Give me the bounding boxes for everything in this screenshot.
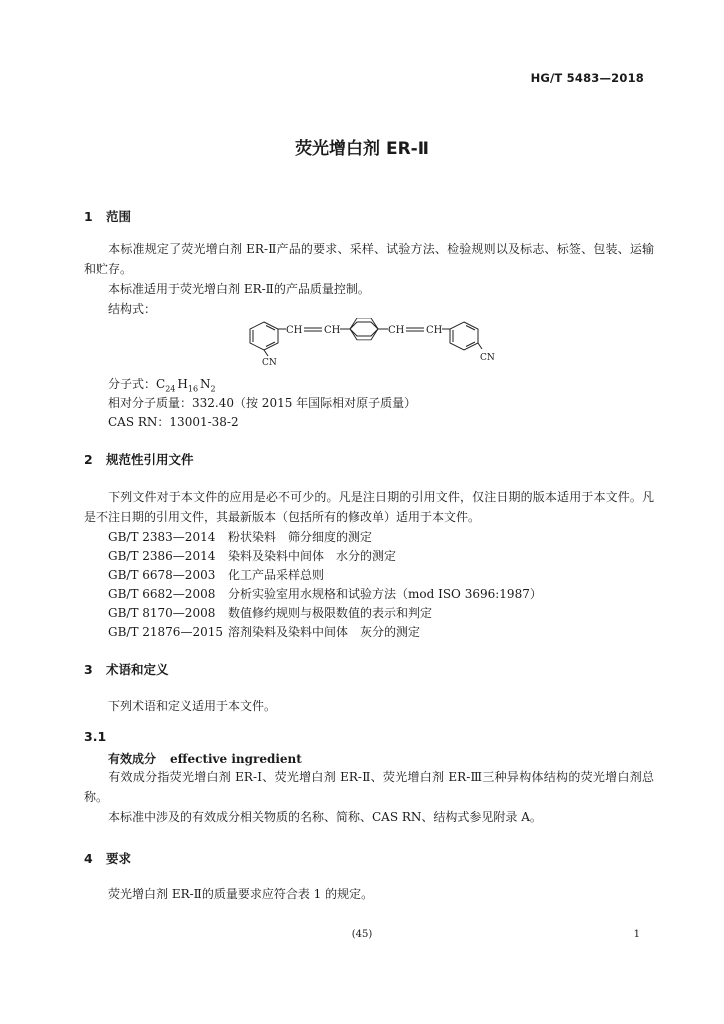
reference-item: GB/T 6678—2003 化工产品采样总则 [108, 568, 325, 582]
reference-item: GB/T 21876—2015 溶剂染料及染料中间体 灰分的测定 [108, 625, 421, 639]
section-4-heading: 4 要求 [84, 851, 132, 866]
term-note: 本标准中涉及的有效成分相关物质的名称、简称、CAS RN、结构式参见附录 A。 [108, 810, 542, 824]
scope-paragraph-1: 本标准规定了荧光增白剂 ER-Ⅱ产品的要求、采样、试验方法、检验规则以及标志、标签、包装、运输和贮存。 [84, 242, 654, 276]
reference-item: GB/T 6682—2008 分析实验室用水规格和试验方法（mod ISO 3696:1987） [108, 587, 542, 601]
ch-group-3: CH [388, 325, 405, 336]
cyano-group-left: CN [262, 358, 277, 366]
standard-code: HG/T 5483—2018 [530, 71, 644, 85]
section-1-heading [84, 207, 131, 225]
structure-label: 结构式： [108, 302, 157, 316]
reference-item: GB/T 2383—2014 粉状染料 筛分细度的测定 [108, 530, 373, 544]
reference-item: GB/T 8170—2008 数值修约规则与极限数值的表示和判定 [108, 606, 433, 620]
structural-formula [240, 318, 500, 366]
section-title: 范围 [106, 209, 132, 224]
term-chinese: 有效成分 [108, 752, 157, 766]
section-2-heading: 2 规范性引用文件 [84, 452, 194, 467]
section-number: 1 [84, 209, 93, 224]
cyano-group-right: CN [480, 353, 495, 363]
requirements-paragraph: 荧光增白剂 ER-Ⅱ的质量要求应符合表 1 的规定。 [108, 887, 374, 901]
page-mark: (45) [351, 929, 373, 940]
term-entry [108, 750, 302, 767]
molecular-formula: 分子式：$C_{24}$ $H_{16}$ $N_2$ [108, 377, 216, 394]
references-intro: 下列文件对于本文件的应用是必不可少的。凡是注日期的引用文件，仅注日期的版本适用于本文件。凡是不注日期的引用文件，其最新版本（包括所有的修改单）适用于本文件。 [84, 490, 654, 524]
scope-paragraph-2: 本标准适用于荧光增白剂 ER-Ⅱ的产品质量控制。 [108, 282, 370, 296]
term-definition: 有效成分指荧光增白剂 ER-Ⅰ、荧光增白剂 ER-Ⅱ、荧光增白剂 ER-Ⅲ三种异构体结构的荧光增白剂总称。 [84, 770, 654, 804]
term-english: effective ingredient [170, 752, 302, 766]
document-title: 荧光增白剂 ER-Ⅱ [295, 139, 429, 159]
page-number: 1 [633, 929, 640, 940]
ch-group-1: CH [286, 325, 303, 336]
cas-number: CAS RN：13001-38-2 [108, 415, 239, 429]
benzene-ring-right [450, 322, 478, 350]
terms-intro: 下列术语和定义适用于本文件。 [108, 699, 277, 713]
subsection-3-1: 3.1 [84, 729, 107, 744]
ch-group-2: CH [324, 325, 341, 336]
ch-group-4: CH [426, 325, 443, 336]
benzene-ring-middle [350, 322, 378, 336]
reference-item: GB/T 2386—2014 染料及染料中间体 水分的测定 [108, 549, 397, 563]
molecular-mass: 相对分子质量：332.40（按 2015 年国际相对原子质量） [108, 396, 417, 410]
benzene-ring-left [250, 322, 278, 350]
section-3-heading: 3 术语和定义 [84, 662, 169, 677]
